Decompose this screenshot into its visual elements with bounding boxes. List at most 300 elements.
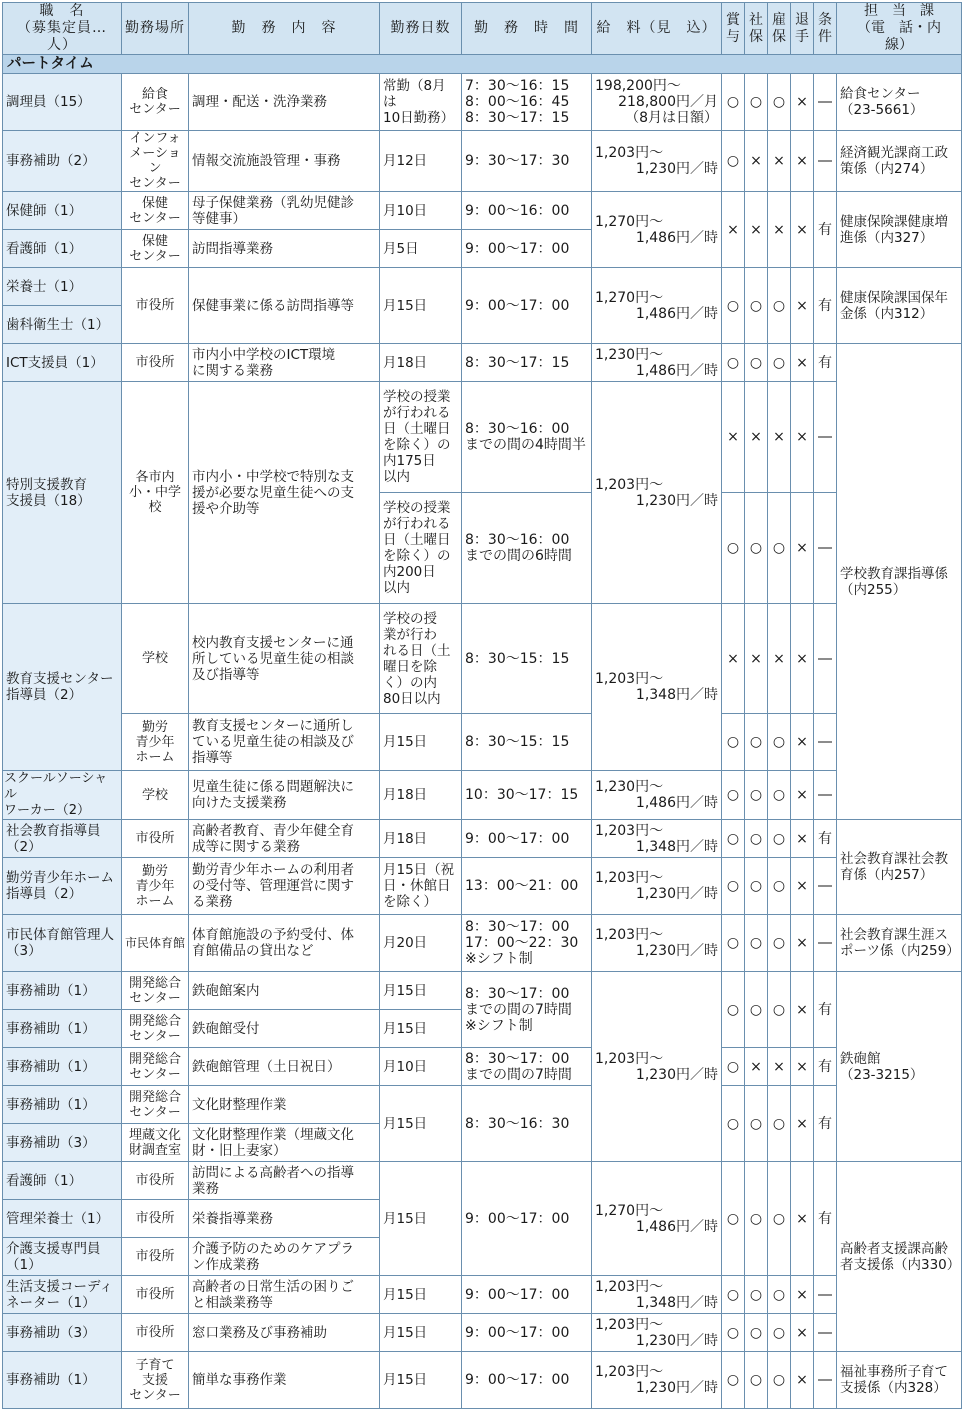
mark-social: ○ <box>745 1276 768 1314</box>
salary-from: 1,203円～ <box>595 822 664 839</box>
mark-cond: ― <box>814 771 837 820</box>
job-name: 保健師（1） <box>3 192 122 230</box>
salary-from: 1,203円～ <box>595 476 664 493</box>
mark-retire: × <box>791 1314 814 1352</box>
header-time: 勤 務 時 間 <box>462 3 592 55</box>
duty: 市内小中学校のICT環境 に関する業務 <box>189 344 380 382</box>
work-days: 月15日 <box>380 1352 462 1409</box>
work-place: 市民体育館 <box>122 915 189 972</box>
mark-social: ○ <box>745 820 768 858</box>
duty: 高齢者教育、青少年健全育 成等に関する業務 <box>189 820 380 858</box>
contact: 福祉事務所子育て 支援係（内328） <box>837 1352 962 1409</box>
mark-bonus: ○ <box>722 858 745 915</box>
work-days: 月12日 <box>380 131 462 192</box>
job-name: 看護師（1） <box>3 230 122 268</box>
mark-retire: × <box>791 344 814 382</box>
mark-bonus: ○ <box>722 131 745 192</box>
mark-employ: ○ <box>768 820 791 858</box>
table-row <box>3 1048 962 1086</box>
salary <box>592 1162 722 1276</box>
salary-to: 1,486円／時 <box>635 229 718 246</box>
work-place: 市役所 <box>122 344 189 382</box>
mark-bonus: ○ <box>722 493 745 604</box>
salary-from: 1,203円～ <box>595 1364 664 1380</box>
mark-bonus: ○ <box>722 714 745 771</box>
salary-from: 1,270円～ <box>595 289 664 306</box>
work-days: 月18日 <box>380 820 462 858</box>
work-place: 開発総合 センター <box>122 1010 189 1048</box>
work-place: 開発総合 センター <box>122 1048 189 1086</box>
salary-from: 1,203円～ <box>595 1278 664 1295</box>
work-place: 開発総合 センター <box>122 1086 189 1124</box>
mark-employ: × <box>768 131 791 192</box>
mark-cond: 有 <box>814 1086 837 1162</box>
salary <box>592 858 722 915</box>
mark-social: ○ <box>745 1314 768 1352</box>
work-place: 市役所 <box>122 1162 189 1200</box>
mark-retire: × <box>791 1086 814 1162</box>
salary <box>592 915 722 972</box>
work-days: 月15日 <box>380 1010 462 1048</box>
mark-retire: × <box>791 1162 814 1276</box>
mark-cond: ― <box>814 382 837 493</box>
mark-cond: ― <box>814 858 837 915</box>
mark-bonus: ○ <box>722 1314 745 1352</box>
job-name: 事務補助（1） <box>3 1048 122 1086</box>
salary-from: 198,200円～ <box>595 78 681 94</box>
mark-employ: ○ <box>768 1086 791 1162</box>
work-time: 9：00～17：00 <box>462 1314 592 1352</box>
mark-bonus: ○ <box>722 972 745 1048</box>
work-place: 学校 <box>122 771 189 820</box>
job-name: 特別支援教育 支援員（18） <box>3 382 122 604</box>
table-row <box>3 344 962 382</box>
work-time: 8：30～17：00 までの間の7時間 ※シフト制 <box>462 972 592 1048</box>
contact: 健康保険課国保年 金係（内312） <box>837 268 962 344</box>
mark-bonus: × <box>722 382 745 493</box>
work-days: 月18日 <box>380 344 462 382</box>
job-name: 生活支援コーディ ネーター（1） <box>3 1276 122 1314</box>
job-name: 歯科衛生士（1） <box>3 306 122 344</box>
mark-cond: ― <box>814 604 837 714</box>
work-days: 学校の授業 が行われる 日（土曜日 を除く）の 内200日 以内 <box>380 493 462 604</box>
mark-cond: 有 <box>814 1048 837 1086</box>
work-time: 8：30～16：00 までの間の4時間半 <box>462 382 592 493</box>
mark-cond: ― <box>814 714 837 771</box>
work-time: 9：00～17：00 <box>462 820 592 858</box>
duty: 校内教育支援センターに通 所している児童生徒の相談 及び指導等 <box>189 604 380 714</box>
mark-bonus: ○ <box>722 820 745 858</box>
work-days: 月5日 <box>380 230 462 268</box>
work-days: 学校の授 業が行わ れる日（土 曜日を除 く）の内 80日以内 <box>380 604 462 714</box>
salary-to: 1,348円／時 <box>635 687 718 703</box>
mark-social: × <box>745 604 768 714</box>
work-time: 10：30～17：15 <box>462 771 592 820</box>
header-social: 社 保 <box>745 3 768 55</box>
table-row <box>3 972 962 1010</box>
mark-employ: ○ <box>768 493 791 604</box>
contact: 高齢者支援課高齢 者支援係（内330） <box>837 1162 962 1352</box>
mark-bonus: × <box>722 604 745 714</box>
duty: 市内小・中学校で特別な支 援が必要な児童生徒への支 援や介助等 <box>189 382 380 604</box>
mark-social: ○ <box>745 972 768 1048</box>
salary-from: 1,203円～ <box>595 1316 664 1333</box>
work-time: 7：30～16：15 8：00～16：45 8：30～17：15 <box>462 74 592 131</box>
mark-retire: × <box>791 972 814 1048</box>
work-days: 常勤（8月は 10日勤務） <box>380 74 462 131</box>
mark-social: ○ <box>745 268 768 344</box>
mark-social: ○ <box>745 858 768 915</box>
mark-cond: ― <box>814 1276 837 1314</box>
salary-to: 1,486円／時 <box>635 795 718 811</box>
mark-cond: ― <box>814 493 837 604</box>
salary <box>592 604 722 771</box>
mark-retire: × <box>791 493 814 604</box>
mark-social: ○ <box>745 771 768 820</box>
mark-employ: ○ <box>768 972 791 1048</box>
salary-from: 1,230円～ <box>595 346 664 363</box>
mark-employ: × <box>768 1048 791 1086</box>
duty: 訪問による高齢者への指導 業務 <box>189 1162 380 1200</box>
mark-social: × <box>745 1048 768 1086</box>
work-place: 埋蔵文化 財調査室 <box>122 1124 189 1162</box>
duty: 窓口業務及び事務補助 <box>189 1314 380 1352</box>
header-salary: 給 料（見 込） <box>592 3 722 55</box>
salary-to: 1,486円／時 <box>635 305 718 322</box>
work-place: 市役所 <box>122 268 189 344</box>
work-days: 月15日 <box>380 714 462 771</box>
work-time: 9：00～17：00 <box>462 1352 592 1409</box>
work-days: 月18日 <box>380 771 462 820</box>
mark-social: ○ <box>745 74 768 131</box>
duty: 介護予防のためのケアプラ ン作成業務 <box>189 1238 380 1276</box>
table-row <box>3 1162 962 1200</box>
mark-social: ○ <box>745 915 768 972</box>
duty: 体育館施設の予約受付、体 育館備品の貸出など <box>189 915 380 972</box>
mark-social: × <box>745 192 768 268</box>
mark-retire: × <box>791 771 814 820</box>
job-name: 事務補助（1） <box>3 1010 122 1048</box>
work-time: 8：30～16：30 <box>462 1086 592 1162</box>
header-job: 職 名 （募集定員…人） <box>3 3 122 55</box>
mark-employ: ○ <box>768 714 791 771</box>
mark-bonus: ○ <box>722 1162 745 1276</box>
header-employ: 雇 保 <box>768 3 791 55</box>
table-row <box>3 1276 962 1314</box>
duty: 文化財整理作業（埋蔵文化 財・旧上妻家） <box>189 1124 380 1162</box>
work-place: 保健 センター <box>122 230 189 268</box>
work-place: 給食 センター <box>122 74 189 131</box>
mark-retire: × <box>791 1276 814 1314</box>
header-cond: 条 件 <box>814 3 837 55</box>
duty: 母子保健業務（乳幼児健診 等健事） <box>189 192 380 230</box>
duty: 訪問指導業務 <box>189 230 380 268</box>
mark-social: ○ <box>745 493 768 604</box>
mark-social: ○ <box>745 1352 768 1409</box>
contact: 健康保険課健康増 進係（内327） <box>837 192 962 268</box>
job-name: 教育支援センター 指導員（2） <box>3 604 122 771</box>
table-row <box>3 604 962 714</box>
salary-to: 1,486円／時 <box>635 1218 718 1235</box>
mark-cond: ― <box>814 1352 837 1409</box>
mark-social: ○ <box>745 1162 768 1276</box>
work-time: 9：30～17：30 <box>462 131 592 192</box>
mark-bonus: ○ <box>722 1048 745 1086</box>
mark-bonus: ○ <box>722 1276 745 1314</box>
salary-from: 1,270円～ <box>595 1202 664 1219</box>
job-name: 事務補助（1） <box>3 972 122 1010</box>
duty: 鉄砲館管理（土日祝日） <box>189 1048 380 1086</box>
salary-to: 1,230円／時 <box>635 1066 718 1083</box>
header-retire: 退 手 <box>791 3 814 55</box>
job-name: 事務補助（1） <box>3 1352 122 1409</box>
mark-bonus: × <box>722 192 745 268</box>
salary-from: 1,203円～ <box>595 870 664 886</box>
salary <box>592 131 722 192</box>
work-place: 市役所 <box>122 1314 189 1352</box>
mark-retire: × <box>791 858 814 915</box>
job-name: 社会教育指導員 （2） <box>3 820 122 858</box>
work-place: 勤労 青少年 ホーム <box>122 858 189 915</box>
section-title: パートタイム <box>3 55 962 74</box>
job-name: 事務補助（2） <box>3 131 122 192</box>
mark-bonus: ○ <box>722 74 745 131</box>
duty: 勤労青少年ホームの利用者 の受付等、管理運営に関す る業務 <box>189 858 380 915</box>
mark-cond: 有 <box>814 820 837 858</box>
mark-retire: × <box>791 604 814 714</box>
mark-retire: × <box>791 714 814 771</box>
mark-employ: ○ <box>768 1162 791 1276</box>
mark-employ: ○ <box>768 1276 791 1314</box>
salary-from: 1,203円～ <box>595 145 664 161</box>
duty: 情報交流施設管理・事務 <box>189 131 380 192</box>
table-row <box>3 915 962 972</box>
mark-cond: ― <box>814 74 837 131</box>
salary-to: 1,486円／時 <box>635 362 718 379</box>
work-place: 市役所 <box>122 1238 189 1276</box>
duty: 高齢者の日常生活の困りご と相談業務等 <box>189 1276 380 1314</box>
mark-social: ○ <box>745 344 768 382</box>
salary <box>592 820 722 858</box>
work-time: 9：00～17：00 <box>462 230 592 268</box>
work-place: 市役所 <box>122 1200 189 1238</box>
mark-cond: 有 <box>814 268 837 344</box>
table-row <box>3 858 962 915</box>
duty: 鉄砲館受付 <box>189 1010 380 1048</box>
mark-employ: ○ <box>768 1352 791 1409</box>
mark-social: × <box>745 382 768 493</box>
duty: 保健事業に係る訪問指導等 <box>189 268 380 344</box>
work-days: 月15日 <box>380 972 462 1010</box>
mark-social: ○ <box>745 714 768 771</box>
mark-employ: × <box>768 604 791 714</box>
work-place: 市役所 <box>122 820 189 858</box>
work-time: 8：30～15：15 <box>462 714 592 771</box>
header-row <box>3 3 962 55</box>
duty: 児童生徒に係る問題解決に 向けた支援業務 <box>189 771 380 820</box>
work-place: 子育て 支援 センター <box>122 1352 189 1409</box>
salary <box>592 74 722 131</box>
mark-bonus: ○ <box>722 268 745 344</box>
work-place: 保健 センター <box>122 192 189 230</box>
mark-social: × <box>745 131 768 192</box>
mark-retire: × <box>791 192 814 268</box>
mark-employ: ○ <box>768 344 791 382</box>
mark-employ: ○ <box>768 268 791 344</box>
contact: 給食センター （23-5661） <box>837 74 962 131</box>
mark-cond: 有 <box>814 192 837 268</box>
mark-bonus: ○ <box>722 344 745 382</box>
salary-from: 1,203円～ <box>595 927 664 943</box>
mark-bonus: ○ <box>722 915 745 972</box>
salary-to: 1,348円／時 <box>635 838 718 855</box>
mark-cond: ― <box>814 1314 837 1352</box>
job-name: スクールソーシャル ワーカー（2） <box>3 771 122 820</box>
work-time: 9：00～17：00 <box>462 1162 592 1276</box>
work-place: 学校 <box>122 604 189 714</box>
salary <box>592 344 722 382</box>
salary <box>592 1314 722 1352</box>
salary-to: 1,230円／時 <box>635 1332 718 1349</box>
duty: 簡単な事務作業 <box>189 1352 380 1409</box>
salary <box>592 972 722 1162</box>
work-time: 8：30～15：15 <box>462 604 592 714</box>
work-days: 月15日 <box>380 268 462 344</box>
job-name: 事務補助（3） <box>3 1124 122 1162</box>
salary <box>592 268 722 344</box>
work-place: 開発総合 センター <box>122 972 189 1010</box>
mark-retire: × <box>791 1048 814 1086</box>
mark-retire: × <box>791 1352 814 1409</box>
table-row <box>3 131 962 192</box>
salary-from: 1,230円～ <box>595 779 664 795</box>
header-bonus: 賞 与 <box>722 3 745 55</box>
job-name: 介護支援専門員 （1） <box>3 1238 122 1276</box>
duty: 教育支援センターに通所し ている児童生徒の相談及び 指導等 <box>189 714 380 771</box>
salary-to: 1,230円／時 <box>635 492 718 509</box>
work-days: 月10日 <box>380 1048 462 1086</box>
mark-retire: × <box>791 268 814 344</box>
salary-to: 1,230円／時 <box>635 886 718 902</box>
salary-to: 1,230円／時 <box>635 1380 718 1396</box>
contact: 経済観光課商工政 策係（内274） <box>837 131 962 192</box>
salary-from: 1,270円～ <box>595 213 664 230</box>
contact: 学校教育課指導係 （内255） <box>837 344 962 820</box>
work-time: 9：00～17：00 <box>462 268 592 344</box>
job-name: 調理員（15） <box>3 74 122 131</box>
mark-employ: ○ <box>768 915 791 972</box>
salary <box>592 771 722 820</box>
mark-bonus: ○ <box>722 771 745 820</box>
salary-note: （8月は日額） <box>625 110 718 126</box>
work-days: 月15日 <box>380 1276 462 1314</box>
mark-retire: × <box>791 382 814 493</box>
salary-to: 1,230円／時 <box>635 161 718 177</box>
table-row <box>3 771 962 820</box>
job-name: ICT支援員（1） <box>3 344 122 382</box>
mark-retire: × <box>791 915 814 972</box>
mark-cond: ― <box>814 915 837 972</box>
header-duty: 勤 務 内 容 <box>189 3 380 55</box>
contact: 社会教育課社会教 育係（内257） <box>837 820 962 915</box>
job-name: 事務補助（1） <box>3 1086 122 1124</box>
job-name: 事務補助（3） <box>3 1314 122 1352</box>
mark-cond: 有 <box>814 344 837 382</box>
work-place: 市役所 <box>122 1276 189 1314</box>
header-place: 勤務場所 <box>122 3 189 55</box>
mark-employ: ○ <box>768 858 791 915</box>
duty: 文化財整理作業 <box>189 1086 380 1124</box>
section-row <box>3 55 962 74</box>
job-name: 市民体育館管理人 （3） <box>3 915 122 972</box>
mark-employ: ○ <box>768 74 791 131</box>
job-name: 栄養士（1） <box>3 268 122 306</box>
work-days: 月10日 <box>380 192 462 230</box>
salary-from: 1,203円～ <box>595 1050 664 1067</box>
recruitment-table <box>2 2 962 1409</box>
work-time: 9：00～17：00 <box>462 1276 592 1314</box>
job-name: 看護師（1） <box>3 1162 122 1200</box>
table-row <box>3 382 962 493</box>
duty: 栄養指導業務 <box>189 1200 380 1238</box>
duty: 鉄砲館案内 <box>189 972 380 1010</box>
work-time: 13：00～21：00 <box>462 858 592 915</box>
work-place: 勤労 青少年 ホーム <box>122 714 189 771</box>
contact: 鉄砲館 （23-3215） <box>837 972 962 1162</box>
mark-employ: ○ <box>768 771 791 820</box>
work-days: 月15日 <box>380 1086 462 1162</box>
work-time: 8：30～17：00 までの間の7時間 <box>462 1048 592 1086</box>
work-place: 各市内 小・中学校 <box>122 382 189 604</box>
salary <box>592 382 722 604</box>
table-row <box>3 714 962 771</box>
table-row <box>3 1314 962 1352</box>
work-days: 月20日 <box>380 915 462 972</box>
work-days: 学校の授業 が行われる 日（土曜日 を除く）の 内175日 以内 <box>380 382 462 493</box>
mark-employ: × <box>768 192 791 268</box>
duty: 調理・配送・洗浄業務 <box>189 74 380 131</box>
salary-to: 1,230円／時 <box>635 943 718 959</box>
header-contact: 担 当 課 （電 話・内 線） <box>837 3 962 55</box>
job-name: 勤労青少年ホーム 指導員（2） <box>3 858 122 915</box>
salary <box>592 192 722 268</box>
work-days: 月15日 <box>380 1162 462 1276</box>
table-row <box>3 268 962 306</box>
mark-retire: × <box>791 820 814 858</box>
mark-employ: ○ <box>768 1314 791 1352</box>
mark-employ: × <box>768 382 791 493</box>
mark-social: ○ <box>745 1086 768 1162</box>
mark-cond: 有 <box>814 1162 837 1276</box>
work-time: 9：00～16：00 <box>462 192 592 230</box>
work-place: インフォ メーション センター <box>122 131 189 192</box>
mark-bonus: ○ <box>722 1086 745 1162</box>
table-row <box>3 820 962 858</box>
table-row <box>3 1086 962 1124</box>
mark-retire: × <box>791 74 814 131</box>
table-row <box>3 192 962 230</box>
work-time: 8：30～17：15 <box>462 344 592 382</box>
header-days: 勤務日数 <box>380 3 462 55</box>
work-time: 8：30～16：00 までの間の6時間 <box>462 493 592 604</box>
mark-retire: × <box>791 131 814 192</box>
work-days: 月15日（祝 日・休館日 を除く） <box>380 858 462 915</box>
mark-cond: ― <box>814 131 837 192</box>
mark-cond: 有 <box>814 972 837 1048</box>
work-time: 8：30～17：00 17：00～22：30 ※シフト制 <box>462 915 592 972</box>
salary <box>592 1276 722 1314</box>
contact: 社会教育課生涯ス ポーツ係（内259） <box>837 915 962 972</box>
